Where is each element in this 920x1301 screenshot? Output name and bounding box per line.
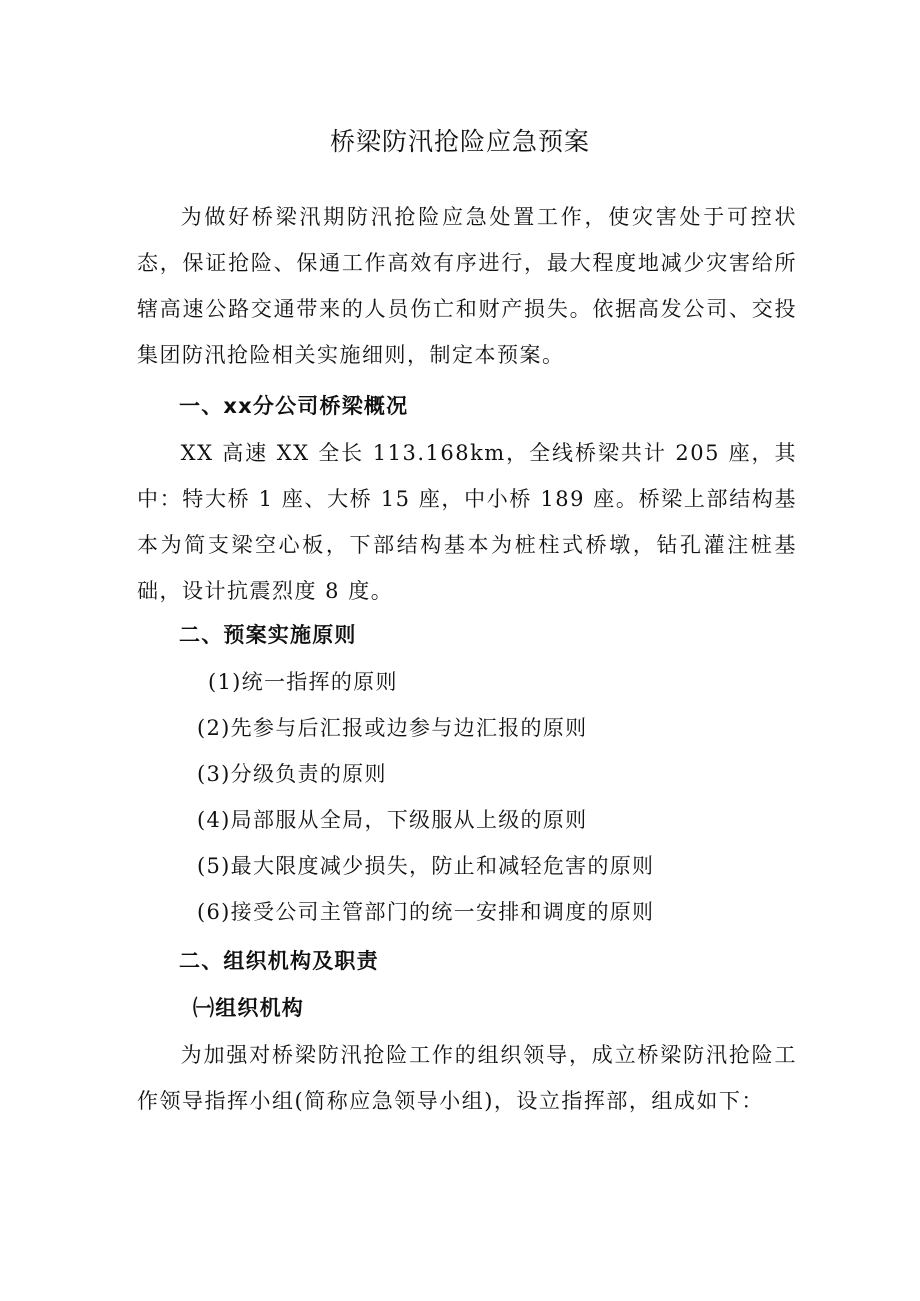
document-title: 桥梁防汛抢险应急预案 [329, 127, 590, 156]
principle-item: (1)统一指挥的原则 [208, 670, 398, 694]
section-2-heading: 二、预案实施原则 [179, 623, 357, 647]
section-3-heading: 二、组织机构及职责 [179, 949, 379, 973]
section-1-paragraph: XX 高速 XX 全长 113.168km，全线桥梁共计 205 座，其中：特大桥 1 座、大桥 15 座，中小桥 189 座。桥梁上部结构基本为简支梁空心板，下部结构基本为桩柱式桥墩，钻孔灌注桩基础，设计抗震烈度 8 度。 [137, 441, 797, 603]
section-1-heading: 一、xx分公司桥梁概况 [179, 394, 409, 418]
intro-paragraph: 为做好桥梁汛期防汛抢险应急处置工作，使灾害处于可控状态，保证抢险、保通工作高效有序进行，最大程度地减少灾害给所辖高速公路交通带来的人员伤亡和财产损失。依据高发公司、交投集团防汛抢险相关实施细则，制定本预案。 [137, 205, 797, 367]
section-3-subheading: ㈠组织机构 [193, 996, 304, 1020]
principle-item: (6)接受公司主管部门的统一安排和调度的原则 [197, 900, 655, 924]
principle-item: (3)分级负责的原则 [197, 762, 387, 786]
principle-item: (5)最大限度减少损失，防止和减轻危害的原则 [197, 854, 655, 878]
principle-item: (4)局部服从全局，下级服从上级的原则 [197, 808, 588, 832]
section-3-paragraph: 为加强对桥梁防汛抢险工作的组织领导，成立桥梁防汛抢险工作领导指挥小组(简称应急领导小组)，设立指挥部，组成如下： [137, 1043, 797, 1113]
principle-item: (2)先参与后汇报或边参与边汇报的原则 [197, 716, 588, 740]
